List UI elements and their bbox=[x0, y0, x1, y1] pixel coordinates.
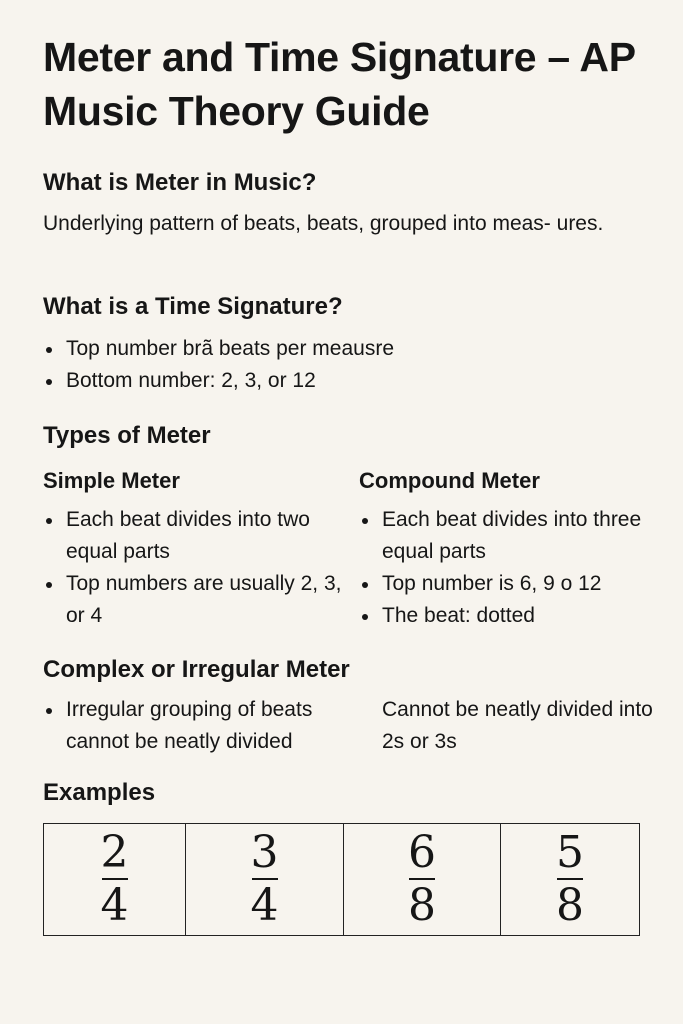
list-item-text: Top number is 6, 9 o 12 bbox=[382, 572, 602, 595]
time-signature-list bbox=[43, 333, 643, 397]
simple-meter-list bbox=[43, 504, 343, 632]
time-signature-fraction bbox=[556, 826, 584, 932]
page-title: Meter and Time Signature – AP Music Theory Guide bbox=[43, 34, 636, 134]
list-item-text: Each beat divides into two equal parts bbox=[66, 508, 310, 563]
time-signature-cell bbox=[186, 824, 344, 935]
time-signature-bottom: 8 bbox=[556, 880, 584, 932]
bullet-icon bbox=[46, 708, 52, 714]
compound-meter-list bbox=[359, 504, 649, 632]
bullet-icon bbox=[46, 582, 52, 588]
time-signature-cell bbox=[344, 824, 501, 935]
list-item-text: The beat: dotted bbox=[382, 604, 535, 627]
compound-meter-heading: Compound Meter bbox=[359, 468, 540, 493]
time-signature-heading: What is a Time Signature? bbox=[43, 293, 343, 320]
time-signature-cell bbox=[501, 824, 639, 935]
bullet-icon bbox=[46, 379, 52, 385]
list-item bbox=[359, 568, 649, 600]
simple-meter-heading: Simple Meter bbox=[43, 468, 180, 493]
time-signature-bottom: 8 bbox=[408, 880, 436, 932]
examples-table bbox=[43, 823, 640, 936]
bullet-icon bbox=[362, 518, 368, 524]
time-signature-bottom: 4 bbox=[250, 880, 279, 932]
list-item bbox=[43, 365, 643, 397]
list-item bbox=[359, 504, 649, 568]
list-item-text: Top numbers are usually 2, 3, or 4 bbox=[66, 572, 342, 627]
list-item bbox=[43, 694, 363, 758]
time-signature-bottom: 4 bbox=[100, 880, 129, 932]
time-signature-fraction bbox=[408, 826, 436, 932]
time-signature-top: 5 bbox=[556, 826, 584, 878]
complex-meter-heading: Complex or Irregular Meter bbox=[43, 656, 350, 683]
list-item-text: Top number brã beats per meausre bbox=[66, 337, 395, 360]
list-item-text: Bottom number: 2, 3, or 12 bbox=[66, 369, 316, 392]
list-item bbox=[43, 333, 643, 365]
examples-heading: Examples bbox=[43, 779, 156, 806]
list-item bbox=[359, 600, 649, 632]
time-signature-top: 2 bbox=[100, 826, 129, 878]
time-signature-top: 6 bbox=[408, 826, 436, 878]
time-signature-top: 3 bbox=[250, 826, 279, 878]
time-signature-cell bbox=[44, 824, 186, 935]
meter-heading: What is Meter in Music? bbox=[43, 169, 317, 196]
time-signature-fraction bbox=[100, 826, 129, 932]
meter-description: Underlying pattern of beats, beats, grouped into meas- ures. bbox=[43, 212, 604, 235]
complex-meter-list bbox=[43, 694, 363, 758]
bullet-icon bbox=[46, 518, 52, 524]
complex-meter-note: Cannot be neatly divided into 2s or 3s bbox=[382, 698, 653, 753]
bullet-icon bbox=[362, 582, 368, 588]
list-item bbox=[43, 504, 343, 568]
list-item-text: Each beat divides into three equal parts bbox=[382, 508, 642, 563]
list-item bbox=[43, 568, 343, 632]
time-signature-fraction bbox=[250, 826, 279, 932]
bullet-icon bbox=[362, 614, 368, 620]
bullet-icon bbox=[46, 347, 52, 353]
list-item-text: Irregular grouping of beats cannot be neatly divided bbox=[66, 698, 313, 753]
types-heading: Types of Meter bbox=[43, 422, 211, 449]
